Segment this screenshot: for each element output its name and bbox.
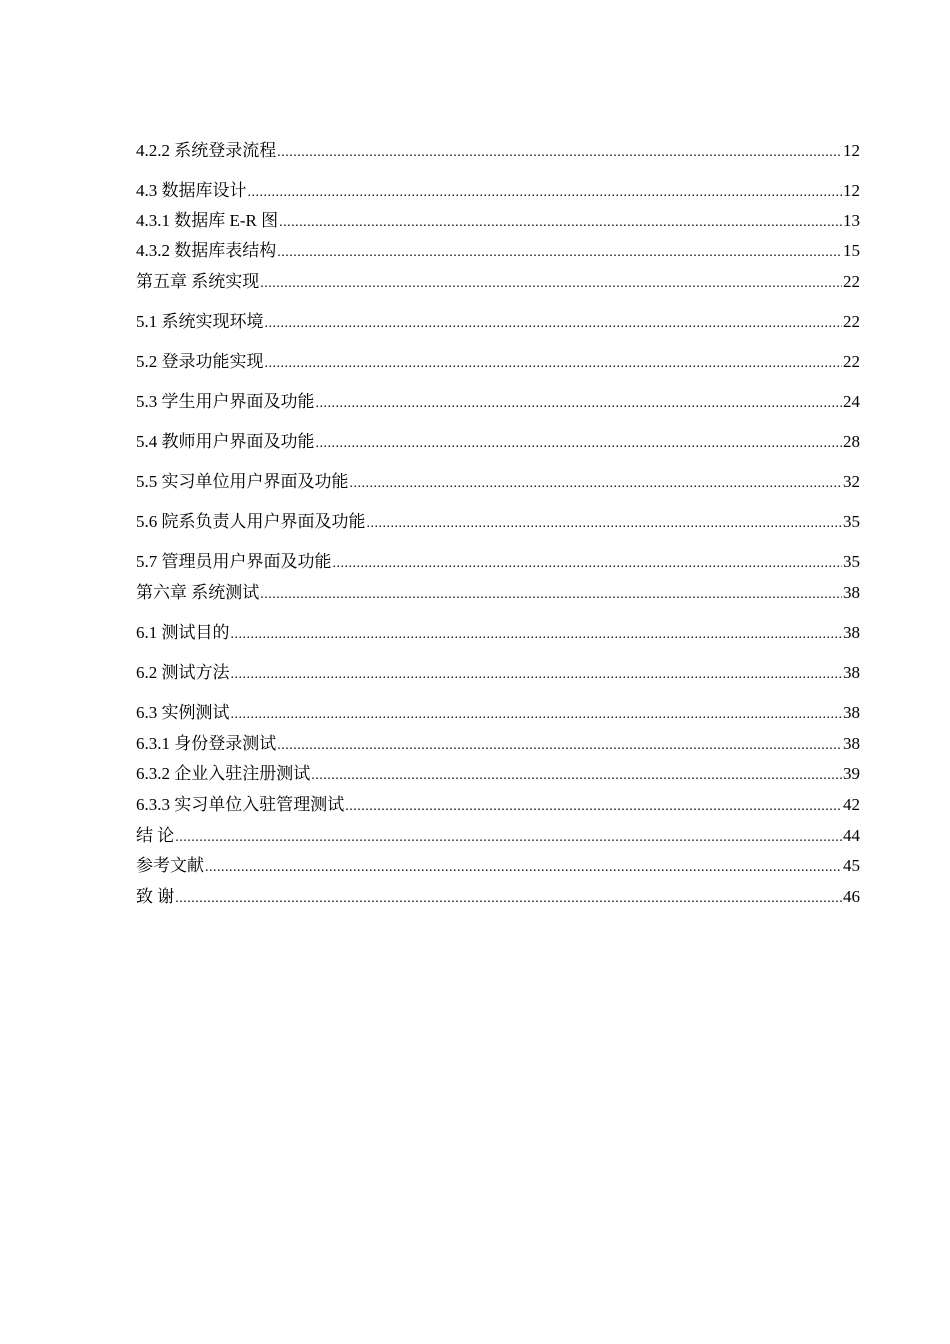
toc-entry-label: 6.3.2 企业入驻注册测试	[136, 764, 311, 783]
toc-leader-dots	[277, 244, 842, 262]
toc-entry-page: 12	[843, 141, 860, 160]
toc-entry[interactable]	[136, 886, 860, 908]
toc-entry-page: 15	[843, 241, 860, 260]
toc-leader-dots	[231, 706, 843, 724]
toc-entry-page: 42	[843, 795, 860, 814]
toc-entry[interactable]	[136, 180, 860, 202]
toc-entry-page: 38	[843, 583, 860, 602]
toc-entry-label: 结 论	[136, 826, 175, 845]
toc-entry-page: 32	[843, 472, 860, 491]
toc-entry[interactable]	[136, 391, 860, 413]
toc-leader-dots	[367, 515, 843, 533]
toc-entry[interactable]	[136, 825, 860, 847]
toc-leader-dots	[311, 767, 842, 785]
toc-entry[interactable]	[136, 794, 860, 816]
toc-leader-dots	[231, 666, 843, 684]
toc-leader-dots	[260, 586, 842, 604]
toc-entry-label: 4.3 数据库设计	[136, 181, 247, 200]
toc-entry[interactable]	[136, 702, 860, 724]
toc-entry[interactable]	[136, 622, 860, 644]
toc-entry-page: 22	[843, 312, 860, 331]
toc-leader-dots	[333, 555, 843, 573]
toc-entry-label: 5.4 教师用户界面及功能	[136, 432, 315, 451]
toc-entry-label: 5.6 院系负责人用户界面及功能	[136, 512, 366, 531]
toc-entry-label: 6.3.1 身份登录测试	[136, 734, 277, 753]
toc-entry-label: 4.3.1 数据库 E-R 图	[136, 211, 279, 230]
toc-entry-page: 22	[843, 352, 860, 371]
toc-leader-dots	[316, 435, 843, 453]
toc-entry-page: 35	[843, 512, 860, 531]
toc-entry[interactable]	[136, 210, 860, 232]
toc-entry-label: 6.3.3 实习单位入驻管理测试	[136, 795, 345, 814]
toc-entry-page: 35	[843, 552, 860, 571]
toc-leader-dots	[277, 144, 842, 162]
toc-entry[interactable]	[136, 763, 860, 785]
toc-entry-label: 5.7 管理员用户界面及功能	[136, 552, 332, 571]
toc-entry-page: 22	[843, 272, 860, 291]
toc-entry-page: 46	[843, 887, 860, 906]
toc-entry-page: 12	[843, 181, 860, 200]
toc-leader-dots	[316, 395, 843, 413]
toc-leader-dots	[175, 829, 842, 847]
toc-entry-label: 5.3 学生用户界面及功能	[136, 392, 315, 411]
toc-entry-page: 44	[843, 826, 860, 845]
toc-leader-dots	[205, 859, 842, 877]
toc-leader-dots	[175, 890, 842, 908]
toc-entry-page: 38	[843, 623, 860, 642]
toc-entry[interactable]	[136, 511, 860, 533]
toc-entry[interactable]	[136, 240, 860, 262]
toc-entry-label: 4.2.2 系统登录流程	[136, 141, 277, 160]
toc-entry[interactable]	[136, 271, 860, 293]
table-of-contents	[136, 134, 860, 908]
toc-entry[interactable]	[136, 311, 860, 333]
toc-entry[interactable]	[136, 431, 860, 453]
toc-leader-dots	[277, 737, 842, 755]
toc-entry-label: 5.1 系统实现环境	[136, 312, 264, 331]
toc-entry-page: 38	[843, 734, 860, 753]
toc-leader-dots	[248, 184, 843, 202]
toc-entry-label: 第六章 系统测试	[136, 583, 260, 602]
toc-entry[interactable]	[136, 551, 860, 573]
toc-entry[interactable]	[136, 471, 860, 493]
toc-entry-page: 28	[843, 432, 860, 451]
toc-entry[interactable]	[136, 582, 860, 604]
toc-entry-page: 39	[843, 764, 860, 783]
toc-leader-dots	[345, 798, 842, 816]
toc-leader-dots	[279, 214, 842, 232]
toc-entry-page: 45	[843, 856, 860, 875]
toc-leader-dots	[350, 475, 843, 493]
toc-entry-label: 第五章 系统实现	[136, 272, 260, 291]
toc-entry-label: 参考文献	[136, 856, 204, 875]
toc-leader-dots	[231, 626, 843, 644]
toc-entry[interactable]	[136, 733, 860, 755]
toc-entry-label: 4.3.2 数据库表结构	[136, 241, 277, 260]
toc-entry[interactable]	[136, 855, 860, 877]
toc-leader-dots	[265, 355, 843, 373]
toc-entry-label: 6.1 测试目的	[136, 623, 230, 642]
toc-leader-dots	[260, 275, 842, 293]
toc-entry-page: 38	[843, 663, 860, 682]
toc-entry[interactable]	[136, 140, 860, 162]
toc-entry-label: 6.3 实例测试	[136, 703, 230, 722]
toc-entry-label: 5.5 实习单位用户界面及功能	[136, 472, 349, 491]
toc-entry-page: 24	[843, 392, 860, 411]
toc-entry[interactable]	[136, 351, 860, 373]
toc-entry-page: 13	[843, 211, 860, 230]
toc-entry-page: 38	[843, 703, 860, 722]
toc-entry-label: 6.2 测试方法	[136, 663, 230, 682]
toc-entry[interactable]	[136, 662, 860, 684]
toc-entry-label: 致 谢	[136, 887, 175, 906]
toc-entry-label: 5.2 登录功能实现	[136, 352, 264, 371]
toc-leader-dots	[265, 315, 843, 333]
